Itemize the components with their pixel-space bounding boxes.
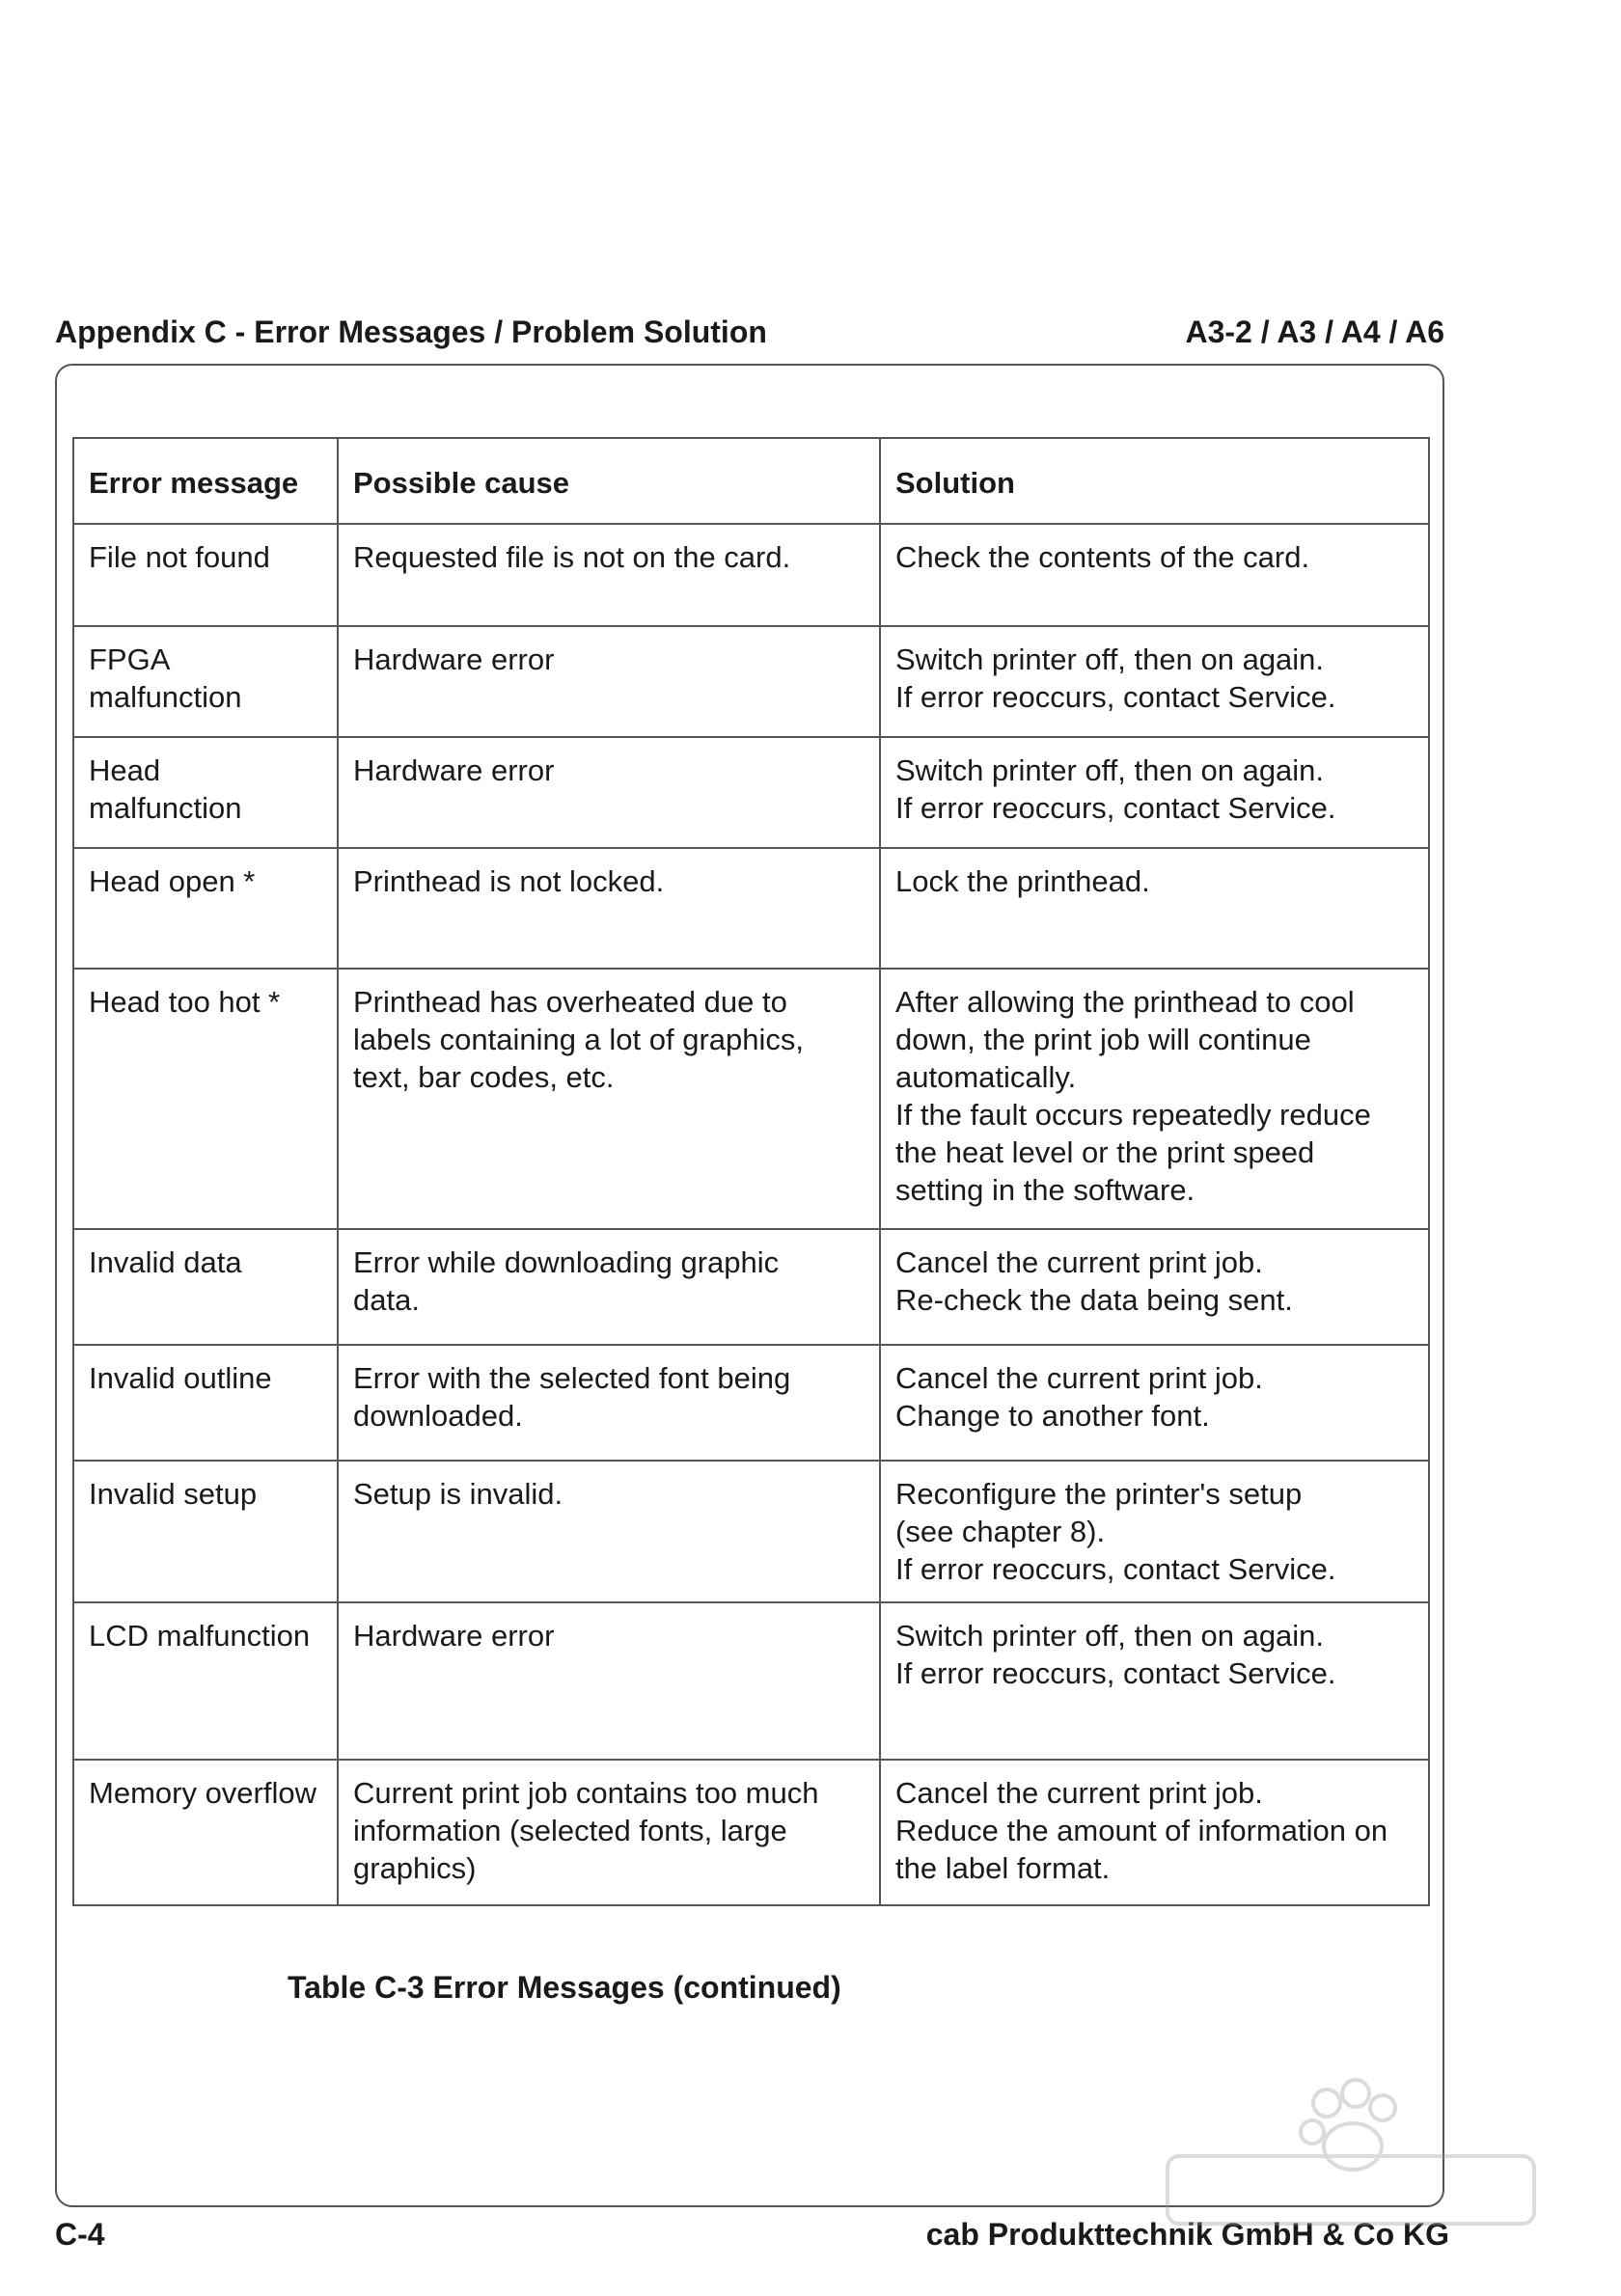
cell-solution (880, 524, 1429, 626)
column-header-error-message: Error message (73, 438, 338, 524)
cell-text-line: Invalid outline (89, 1361, 272, 1395)
cell-text-line: Cancel the current print job. (895, 1361, 1263, 1395)
cell-text-line: Lock the printhead. (895, 864, 1150, 898)
cell-text-line: Cancel the current print job. (895, 1245, 1263, 1279)
cell-possible-cause (338, 969, 880, 1229)
watermark-logo (1148, 2064, 1553, 2248)
cell-text-line: information (selected fonts, large (353, 1814, 787, 1847)
cell-solution (880, 1229, 1429, 1345)
cell-text-line: downloaded. (353, 1399, 523, 1433)
cell-text-line: the label format. (895, 1851, 1111, 1885)
cell-text-line: Error with the selected font being (353, 1361, 791, 1395)
cell-text-line: Head too hot * (89, 985, 281, 1019)
cell-error-message (73, 1345, 338, 1461)
cell-text-line: setting in the software. (895, 1173, 1195, 1207)
cell-text-line: Change to another font. (895, 1399, 1210, 1433)
cell-text-line: Requested file is not on the card. (353, 540, 791, 574)
cell-text-line: text, bar codes, etc. (353, 1060, 615, 1094)
cell-text-line: File not found (89, 540, 270, 574)
table-row (73, 1760, 1429, 1905)
cell-text-line: Invalid data (89, 1245, 242, 1279)
cell-solution (880, 1602, 1429, 1760)
cell-solution (880, 626, 1429, 737)
cell-text-line: Hardware error (353, 1619, 555, 1653)
table-row (73, 524, 1429, 626)
table-header-row (73, 438, 1429, 524)
cell-text-line: After allowing the printhead to cool (895, 985, 1355, 1019)
cell-error-message (73, 626, 338, 737)
error-messages-table (72, 437, 1430, 1906)
cell-error-message (73, 1461, 338, 1602)
cell-text-line: Switch printer off, then on again. (895, 753, 1325, 787)
cell-text-line: Reconfigure the printer's setup (895, 1477, 1303, 1511)
cell-text-line: Invalid setup (89, 1477, 258, 1511)
cell-text-line: (see chapter 8). (895, 1515, 1106, 1548)
cell-text-line: If error reoccurs, contact Service. (895, 1656, 1336, 1690)
cell-solution (880, 848, 1429, 969)
cell-text-line: Reduce the amount of information on (895, 1814, 1388, 1847)
cell-text-line: the heat level or the print speed (895, 1135, 1315, 1169)
cell-possible-cause (338, 1229, 880, 1345)
table-row (73, 1461, 1429, 1602)
cell-error-message (73, 1760, 338, 1905)
table-row (73, 737, 1429, 848)
cell-text-line: down, the print job will continue (895, 1023, 1311, 1056)
cell-solution (880, 1760, 1429, 1905)
cell-solution (880, 1345, 1429, 1461)
cell-text-line: Error while downloading graphic (353, 1245, 780, 1279)
footer-company: cab Produkttechnik GmbH & Co KG (925, 2217, 1449, 2252)
cell-error-message (73, 737, 338, 848)
table-row (73, 1229, 1429, 1345)
page-number: C-4 (55, 2217, 105, 2252)
cell-error-message (73, 848, 338, 969)
cell-possible-cause (338, 1461, 880, 1602)
cell-text-line: Memory overflow (89, 1776, 316, 1810)
cell-text-line: Check the contents of the card. (895, 540, 1310, 574)
cell-possible-cause (338, 1602, 880, 1760)
cell-error-message (73, 1229, 338, 1345)
cell-text-line: Current print job contains too much (353, 1776, 819, 1810)
cell-text-line: Hardware error (353, 753, 555, 787)
cell-error-message (73, 524, 338, 626)
cell-text-line: Switch printer off, then on again. (895, 1619, 1325, 1653)
header-models: A3-2 / A3 / A4 / A6 (1185, 314, 1444, 349)
cell-text-line: automatically. (895, 1060, 1077, 1094)
cell-text-line: Re-check the data being sent. (895, 1283, 1293, 1317)
column-header-solution: Solution (880, 438, 1429, 524)
cell-text-line: malfunction (89, 680, 242, 714)
cell-text-line: FPGA (89, 642, 171, 676)
cell-text-line: Printhead has overheated due to (353, 985, 787, 1019)
cell-text-line: malfunction (89, 791, 242, 825)
cell-text-line: Head (89, 753, 161, 787)
cell-text-line: Printhead is not locked. (353, 864, 665, 898)
cell-possible-cause (338, 626, 880, 737)
cell-solution (880, 737, 1429, 848)
cell-text-line: Hardware error (353, 642, 555, 676)
cell-text-line: graphics) (353, 1851, 477, 1885)
header-title: Appendix C - Error Messages / Problem Solution (55, 314, 767, 349)
cell-possible-cause (338, 1345, 880, 1461)
cell-text-line: If error reoccurs, contact Service. (895, 1552, 1336, 1586)
cell-text-line: LCD malfunction (89, 1619, 311, 1653)
cell-error-message (73, 969, 338, 1229)
cell-possible-cause (338, 737, 880, 848)
cell-error-message (73, 1602, 338, 1760)
column-header-possible-cause: Possible cause (338, 438, 880, 524)
cell-possible-cause (338, 848, 880, 969)
cell-text-line: Head open * (89, 864, 256, 898)
cell-text-line: If error reoccurs, contact Service. (895, 791, 1336, 825)
cell-solution (880, 1461, 1429, 1602)
table-row (73, 1602, 1429, 1760)
table-caption: Table C-3 Error Messages (continued) (288, 1970, 841, 2005)
table-row (73, 969, 1429, 1229)
cell-text-line: labels containing a lot of graphics, (353, 1023, 805, 1056)
cell-text-line: Setup is invalid. (353, 1477, 563, 1511)
table-row (73, 848, 1429, 969)
cell-possible-cause (338, 524, 880, 626)
cell-text-line: data. (353, 1283, 420, 1317)
cell-possible-cause (338, 1760, 880, 1905)
cell-solution (880, 969, 1429, 1229)
cell-text-line: If error reoccurs, contact Service. (895, 680, 1336, 714)
cell-text-line: Cancel the current print job. (895, 1776, 1263, 1810)
cell-text-line: If the fault occurs repeatedly reduce (895, 1098, 1371, 1132)
table-row (73, 1345, 1429, 1461)
table-row (73, 626, 1429, 737)
cell-text-line: Switch printer off, then on again. (895, 642, 1325, 676)
